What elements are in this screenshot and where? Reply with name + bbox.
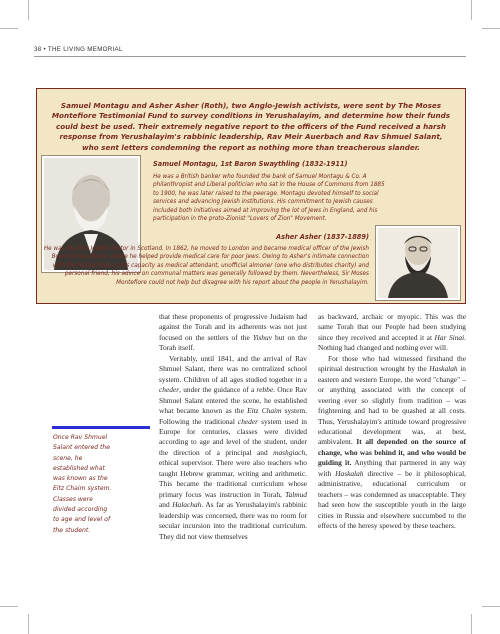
col1-text: system. Following the traditional xyxy=(159,406,307,426)
col1-text: that these proponents of progressive Judaism had against the Torah and its adherents was not just focused on the settlers of the xyxy=(159,312,307,342)
crop-mark-top-right-h xyxy=(482,28,500,29)
col2-text: as backward, archaic or myopic. This was the same Torah that our People had been studying since they received and accepted it at xyxy=(318,312,466,342)
col1-text: system used in Europe for centuries, classes were divided according to age and level of the student, under the direction of a principal and xyxy=(159,416,307,457)
col1-text: . As far as Yerushalayim's rabbinic leadership was concerned, there was no room for secular incursion into the traditional curriculum. They did not view themselves xyxy=(159,500,307,541)
running-header xyxy=(34,46,454,53)
col2-paragraph-1 xyxy=(318,312,466,354)
col1-text: . Once Rav Shmuel Salant entered the scene, he established what became known as the xyxy=(159,385,307,416)
col2-term: Haskalah xyxy=(429,364,458,374)
header-rule xyxy=(34,56,466,57)
pull-quote-rule xyxy=(52,426,150,429)
col2-text: Anything that partnered in any way with xyxy=(318,458,466,478)
col1-term: mashgiach xyxy=(273,447,306,457)
portrait-asher-image xyxy=(378,228,458,298)
col2-text: directive – be it philosophical, administrative, educational curriculum or teachers – was condemned as unacceptable. They had seen how the susceptible youth in the large cities in Russia and elsewhere succumbed to the effects of the heresy spewed by these teachers. xyxy=(318,468,466,531)
samuel-montagu-caption-text: He was a British banker who founded the bank of Samuel Montagu & Co. A philanthropist and Liberal politician who sat in the House of Commons from 1885 to 1900, he was later raised to the peerage. Montagu devoted himself to social services and advancing Jewish institutions. His commitment to Jewish causes included both initiatives aimed at improving the lot of Jews in England, and his participation in the proto-Zionist "Lovers of Zion" Movement. xyxy=(153,174,385,223)
running-title: THE LIVING MEMORIAL xyxy=(47,46,123,53)
col1-term: Talmud xyxy=(285,489,307,499)
col2-text: For those who had witnessed firsthand the spiritual destruction wrought by the xyxy=(318,353,466,374)
col1-term: cheder xyxy=(237,416,259,426)
col1-term: Halachah xyxy=(172,500,202,510)
page-number: 38 xyxy=(34,46,42,53)
crop-mark-top-left-h xyxy=(0,28,18,29)
col1-text: and xyxy=(159,500,173,510)
asher-asher-caption-title: Asher Asher (1837-1889) xyxy=(276,233,369,241)
box-intro: Samuel Montagu and Asher Asher (Roth), two Anglo-Jewish activists, were sent by The Moses Montefiore Testimonial Fund to survey conditions in Yerushalayim, and determine how their funds could best be used. Their extremely negative report to the officers of the Fund received a harsh response from Yerushalayim's rabbinic leadership, Rav Meir Auerbach and Rav Shmuel Salant, who sent letters condemning the report as nothing more than treacherous slander. xyxy=(51,101,451,152)
asher-asher-caption-text: He was the first Jewish doctor in Scotland. In 1862, he moved to London and became medical officer of the Jewish Board of Guardians, where he helped provide medical care for poor Jews. Owing to Asher's intimate connection with the Rothschilds, in his capacity as medical attendant, unofficial almoner (one who distributes charity) and personal friend, his advice on communal matters was generally followed by them. Nevertheless, Sir Moses Montefiore could not help but disagree with his report about the people in Yerushalayim. xyxy=(43,246,369,286)
col1-text: , under the guidance of a xyxy=(179,385,257,395)
col2-text: in eastern and western Europe, the word "change" – or anything associated with the concept of veering ever so slightly from tradition – was frightening and had to be quashed at all costs. Thus, Yerushalayim's attitude toward progressive educational development was, at best, ambivalent. xyxy=(318,364,466,447)
col1-paragraph-1 xyxy=(159,312,307,354)
pull-quote: Once Rav Shmuel Salant entered the scene, he established what was known as the Eitz Chaim system. Classes were divided according to age and level of the student. xyxy=(53,434,112,534)
col1-paragraph-2 xyxy=(159,354,307,542)
crop-mark-top-left xyxy=(28,0,29,20)
col1-text: but on the Torah itself. xyxy=(159,332,307,353)
portrait-asher-asher xyxy=(375,225,461,301)
col1-term: cheder xyxy=(159,385,180,395)
col2-paragraph-2 xyxy=(318,354,466,532)
col1-term: rebbe xyxy=(256,385,274,395)
crop-mark-bottom-right-h xyxy=(482,606,500,607)
col1-text: , ethical supervisor. There were also teachers who taught Hebrew grammar, writing and arithmetic. This became the traditional curriculum whose primary focus was instruction in Torah, xyxy=(159,447,307,499)
col1-term: Yishuv xyxy=(252,332,272,342)
sidebar-box xyxy=(36,88,466,304)
header-separator: • xyxy=(43,46,46,53)
crop-mark-bottom-left-h xyxy=(0,606,18,607)
col2-text: . Nothing had changed and nothing ever will. xyxy=(318,332,467,353)
crop-mark-top-right xyxy=(471,0,472,20)
body-column-1 xyxy=(159,312,307,542)
body-column-2 xyxy=(318,312,466,532)
col2-term: Haskalah xyxy=(335,468,364,478)
col2-emphasis: It all depended on the source of change, who was behind it, and who would be guiding it. xyxy=(318,437,466,468)
samuel-montagu-caption-title: Samuel Montagu, 1st Baron Swaythling (1832-1911) xyxy=(153,160,348,168)
crop-mark-bottom-right xyxy=(471,614,472,634)
col1-term: Eitz Chaim xyxy=(247,406,282,416)
col1-text: Veritably, until 1841, and the arrival of Rav Shmuel Salant, there was no centralized school system. Children of all ages studied together in a xyxy=(159,353,307,384)
col2-term: Har Sinai xyxy=(434,332,465,342)
crop-mark-bottom-left xyxy=(28,614,29,634)
